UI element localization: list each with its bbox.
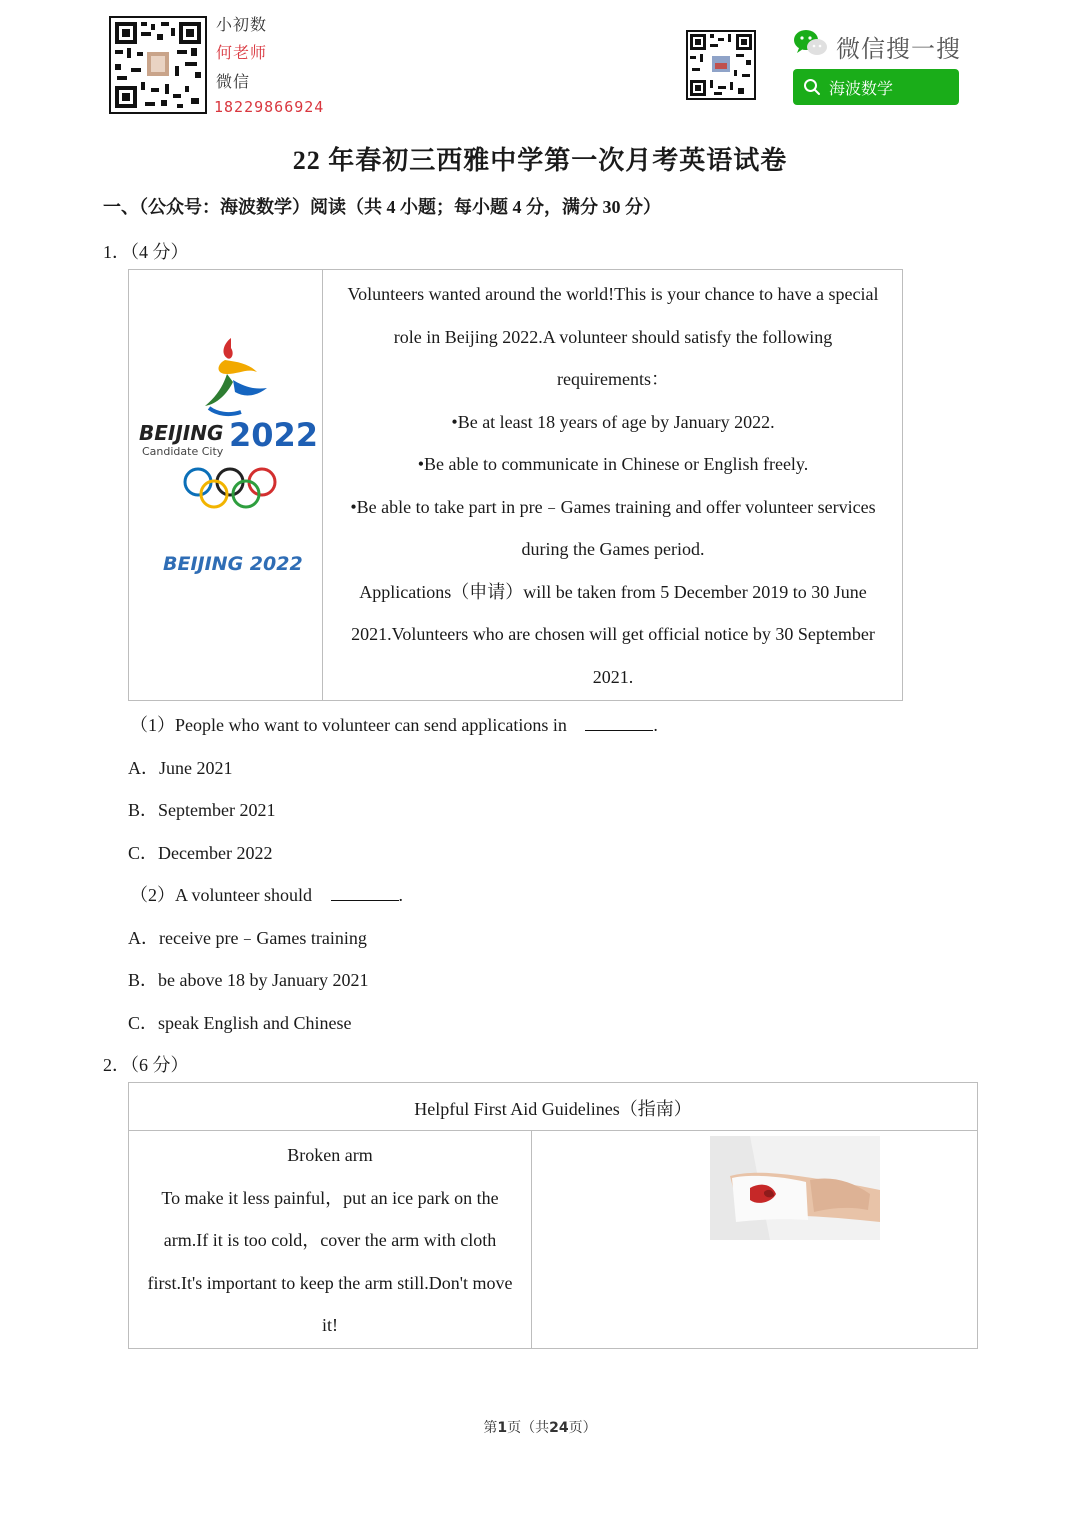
first-aid-table-title: Helpful First Aid Guidelines（指南） — [414, 1099, 692, 1119]
passage-line: role in Beijing 2022.A volunteer should satisfy the following — [393, 326, 833, 347]
option-c: C．December 2022 — [128, 843, 273, 863]
sub-question-1-stem — [130, 711, 658, 737]
stem-end: . — [398, 885, 403, 905]
wechat-search-label: 微信搜一搜 — [836, 35, 961, 63]
footer-mid: 页（共 — [507, 1420, 550, 1436]
cell-line: first.It's important to keep the arm still.Don't move — [147, 1272, 513, 1293]
olympic-rings-icon — [181, 466, 279, 510]
passage-line: 2021. — [592, 666, 634, 687]
logo-candidate-text: Candidate City — [142, 445, 224, 458]
qr-code-right — [686, 30, 756, 100]
cell-line: arm.If it is too cold，cover the arm with cloth — [163, 1230, 497, 1250]
contact-line-2: 何老师 — [216, 43, 268, 62]
passage-line: Applications（申请）will be taken from 5 December 2019 to 30 June — [359, 581, 867, 602]
footer-suffix: 页） — [568, 1420, 597, 1436]
logo-year-text: 2022 — [229, 416, 319, 454]
page-title: 22 年春初三西雅中学第一次月考英语试卷 — [292, 146, 788, 175]
beijing-2022-logo — [129, 270, 322, 700]
search-button-label: 海波数学 — [829, 78, 894, 98]
wechat-search-button[interactable] — [793, 69, 959, 105]
cell-line: Broken arm — [287, 1145, 373, 1165]
stem-text: （2）A volunteer should — [130, 885, 312, 905]
footer-page-number: 1 — [497, 1420, 508, 1436]
passage-line: 2021.Volunteers who are chosen will get official notice by 30 September — [351, 624, 875, 644]
question-2-number: 2．（6 分） — [103, 1055, 189, 1075]
qr-code-left — [109, 16, 207, 114]
footer-total-pages: 24 — [549, 1420, 569, 1436]
contact-phone: 18229866924 — [214, 98, 325, 116]
question-1-passage — [323, 273, 903, 698]
passage-line: •Be able to take part in pre﹣Games training and offer volunteer services — [350, 496, 876, 517]
option-a: A．June 2021 — [128, 758, 233, 778]
answer-blank — [331, 884, 399, 901]
option-a: A．receive pre﹣Games training — [128, 928, 367, 948]
option-b: B．September 2021 — [128, 800, 276, 820]
passage-line: during the Games period. — [521, 539, 705, 559]
footer-prefix: 第 — [483, 1420, 498, 1436]
cell-line: To make it less painful，put an ice park on the — [161, 1187, 499, 1208]
answer-blank — [585, 714, 653, 731]
passage-line: requirements： — [557, 369, 669, 389]
passage-line: •Be at least 18 years of age by January 2022. — [451, 411, 775, 432]
passage-line: •Be able to communicate in Chinese or English freely. — [417, 454, 809, 474]
stem-end: . — [653, 715, 658, 735]
option-c: C．speak English and Chinese — [128, 1013, 352, 1033]
table-header-divider — [128, 1130, 978, 1131]
wechat-logo-icon — [793, 28, 829, 58]
passage-line: Volunteers wanted around the world!This is your chance to have a special — [347, 284, 879, 304]
option-b: B．be above 18 by January 2021 — [128, 970, 369, 990]
bandaged-arm-image — [710, 1136, 880, 1240]
broken-arm-cell — [129, 1134, 531, 1347]
stem-text: （1）People who want to volunteer can send applications in — [130, 715, 567, 735]
logo-beijing-text: BEIJING — [139, 421, 224, 445]
question-1-number: 1．（4 分） — [103, 242, 189, 262]
logo-bottom-text: BEIJING 2022 — [163, 553, 303, 575]
section-heading: 一、（公众号：海波数学）阅读（共 4 小题；每小题 4 分，满分 30 分） — [103, 197, 661, 217]
search-icon — [803, 78, 821, 96]
sub-question-2-stem — [130, 881, 403, 907]
contact-line-1: 小初数 — [216, 15, 268, 34]
contact-line-3: 微信 — [216, 72, 251, 91]
cell-line: it! — [322, 1315, 338, 1335]
skater-emblem-icon — [187, 334, 277, 424]
page-footer — [0, 1417, 1080, 1437]
table-column-divider — [531, 1130, 532, 1349]
